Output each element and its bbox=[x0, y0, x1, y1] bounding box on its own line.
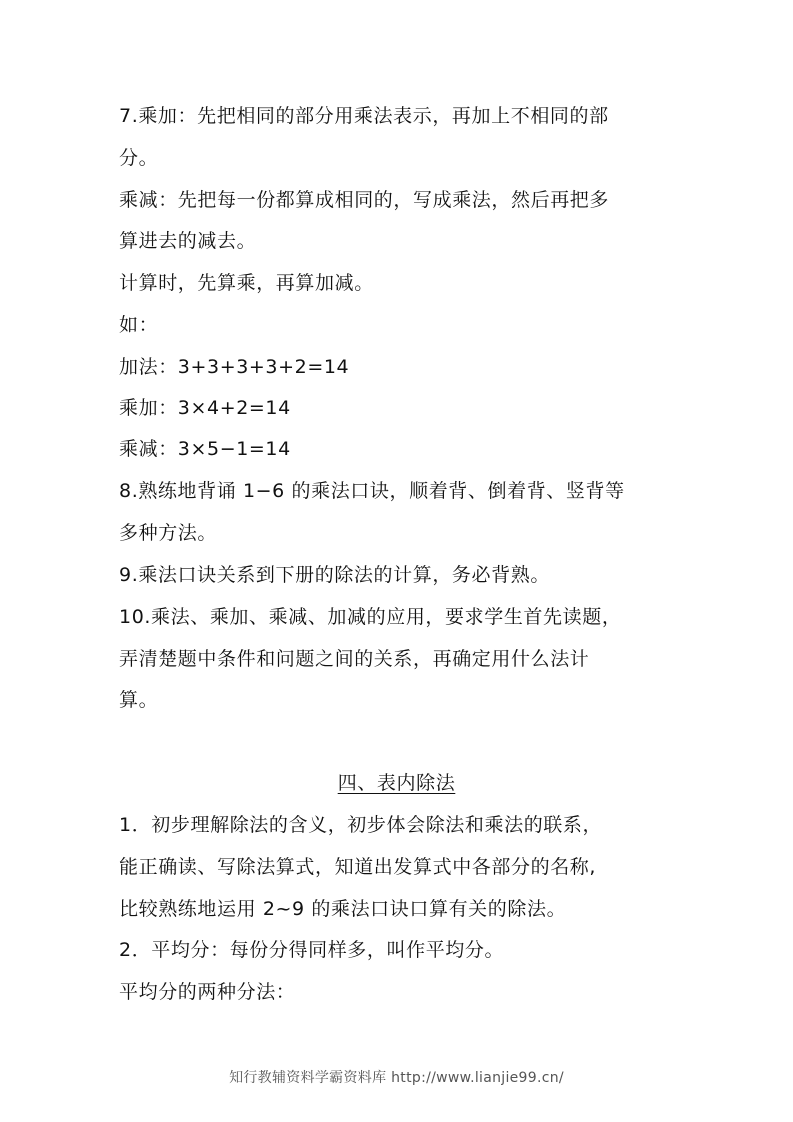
text-line: 平均分的两种分法： bbox=[119, 981, 296, 1003]
text-line: 分。 bbox=[119, 147, 159, 169]
formula-line: 加法：3+3+3+3+2=14 bbox=[119, 356, 350, 378]
text-line: 多种方法。 bbox=[119, 522, 218, 544]
text-line: 如： bbox=[119, 314, 159, 336]
text-line: 2．平均分：每份分得同样多，叫作平均分。 bbox=[119, 939, 505, 961]
text-line: 7.乘加：先把相同的部分用乘法表示，再加上不相同的部 bbox=[119, 105, 609, 127]
formula-line: 乘加：3×4+2=14 bbox=[119, 397, 291, 419]
section-heading-text: 四、表内除法 bbox=[337, 772, 456, 794]
text-line: 计算时，先算乘，再算加减。 bbox=[119, 272, 374, 294]
text-line: 乘减：先把每一份都算成相同的，写成乘法，然后再把多 bbox=[119, 189, 610, 211]
text-line: 9.乘法口诀关系到下册的除法的计算，务必背熟。 bbox=[119, 564, 550, 586]
text-line: 算进去的减去。 bbox=[119, 230, 257, 252]
text-line: 算。 bbox=[119, 689, 159, 711]
text-line: 比较熟练地运用 2~9 的乘法口诀口算有关的除法。 bbox=[119, 898, 567, 920]
formula-line: 乘减：3×5−1=14 bbox=[119, 438, 291, 460]
text-line: 8.熟练地背诵 1−6 的乘法口诀，顺着背、倒着背、竖背等 bbox=[119, 480, 625, 502]
section-heading bbox=[0, 771, 793, 795]
text-line: 弄清楚题中条件和问题之间的关系，再确定用什么法计 bbox=[119, 648, 590, 670]
text-line: 能正确读、写除法算式，知道出发算式中各部分的名称, bbox=[119, 856, 597, 878]
text-line: 10.乘法、乘加、乘减、加减的应用，要求学生首先读题， bbox=[119, 606, 622, 628]
footer-watermark: 知行教辅资料学霸资料库 http://www.lianjie99.cn/ bbox=[229, 1070, 564, 1086]
text-line: 1．初步理解除法的含义，初步体会除法和乘法的联系， bbox=[119, 814, 603, 836]
